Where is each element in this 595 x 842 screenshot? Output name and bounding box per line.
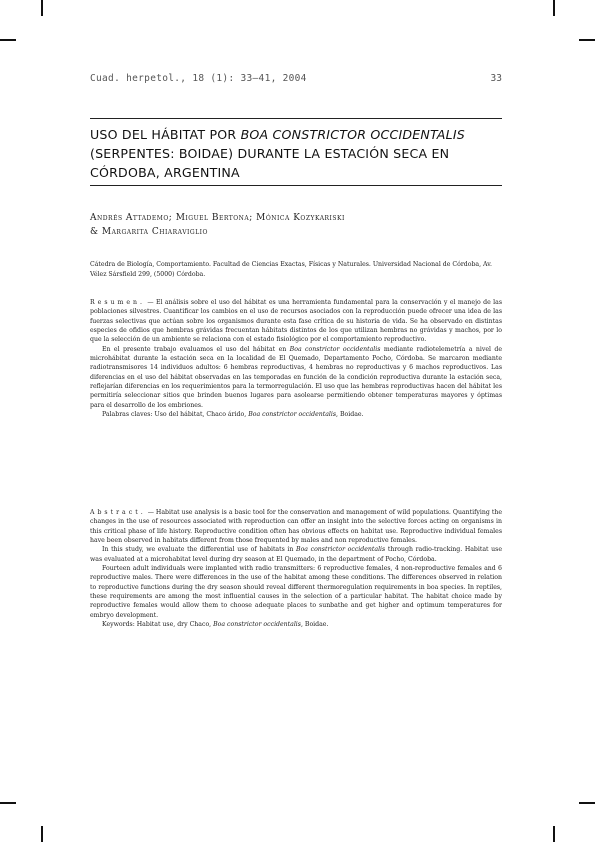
resumen-label: Resumen. <box>90 299 145 306</box>
abstract-label: Abstract. <box>90 509 146 516</box>
resumen-section <box>90 298 502 419</box>
abstract-section <box>90 508 502 629</box>
crop-mark-bottom-left-h <box>0 802 16 804</box>
crop-mark-bottom-right-v <box>553 826 555 842</box>
title-line-3: CÓRDOBA, ARGENTINA <box>90 165 240 180</box>
resumen-paragraph-1: Resumen. — El análisis sobre el uso del hábitat es una herramienta fundamental para la conservación y el manejo de las poblaciones silvestres. Cuantificar los cambios en el uso de recursos asociados con la reproducción puede ofrecer una idea de las fuerzas selectivas que actúan sobre los organismos durante esta fase crítica de su historia de vida. Se ha observado en distintas especies de ofidios que hembras grávidas frecuentan hábitats distintos de los que utilizan hembras no grávidas y machos, por lo que la selección de un ambiente se relaciona con el estado fisiológico por el comportamiento reproductivo. <box>90 299 502 344</box>
affiliation: Cátedra de Biología, Comportamiento. Facultad de Ciencias Exactas, Físicas y Naturales. Universidad Nacional de Córdoba, Av. Vélez Sársfield 299, (5000) Córdoba. <box>90 261 492 278</box>
abstract-paragraph-2: In this study, we evaluate the differential use of habitats in Boa constrictor occidentalis through radio-tracking. Habitat use was evaluated at a microhabitat level during dry season at El Quemado, in the department of Pocho, Córdoba. <box>90 546 502 563</box>
title-line-1: USO DEL HÁBITAT POR BOA CONSTRICTOR OCCIDENTALIS <box>90 127 465 142</box>
crop-mark-top-right-h <box>579 39 595 41</box>
abstract-paragraph-3: Fourteen adult individuals were implanted with radio transmitters: 6 reproductive females, 4 non-reproductive females and 6 reproductive males. There were differences in the use of the habitat among these conditions. The differences observed in relation to reproductive functions during the dry season should reveal different thermoregulation requirements in boa species. In reptiles, these requirements are among the most influential causes in the selection of a particular habitat. The habitat choice made by reproductive females would allow them to choose adequate places to sunbathe and get higher and optimum temperatures for embryo development. <box>90 565 502 619</box>
authors-line-2: & Margarita Chiaraviglio <box>90 227 208 237</box>
abstract-paragraph-1: Abstract. — Habitat use analysis is a basic tool for the conservation and management of wild populations. Quantifying the changes in the use of resources associated with reproduction can offer an insight into the selective forces acting on organisms in this critical phase of life history. Reproductive condition often has obvious effects on habitat use. Reproductive individual females have been observed in habitats different from those frequented by males and non reproductive females. <box>90 509 502 545</box>
resumen-species: Boa constrictor occidentalis <box>289 345 381 353</box>
crop-mark-top-right-v <box>553 0 555 16</box>
title-top-rule <box>90 118 502 119</box>
abstract-species: Boa constrictor occidentalis <box>296 546 386 554</box>
running-head <box>90 73 502 87</box>
authors-line-1: Andrés Attademo; Miguel Bertona; Mónica Kozykariski <box>90 213 345 223</box>
title-line-2: (SERPENTES: BOIDAE) DURANTE LA ESTACIÓN SECA EN <box>90 146 450 161</box>
crop-mark-top-left-h <box>0 39 16 41</box>
page-number: 33 <box>490 73 502 84</box>
crop-mark-top-left-v <box>41 0 43 16</box>
title-bottom-rule <box>90 185 502 186</box>
resumen-keywords: Palabras claves: Uso del hábitat, Chaco árido, Boa constrictor occidentalis, Boidae. <box>102 411 364 419</box>
resumen-paragraph-2: En el presente trabajo evaluamos el uso del hábitat en Boa constrictor occidentalis mediante radiotelemetría a nivel de microhábitat durante la estación seca en la localidad de El Quemado, Departamento Pocho, Córdoba. Se marcaron mediante radiotransmisores 14 individuos adultos: 6 hembras reproductivas, 4 hembras no reproductivas y 6 machos reproductivos. Las diferencias en el uso del hábitat observadas en las temporadas en función de la condición reproductiva durante la estación seca, reflejarían diferencias en los requerimientos para la termorregulación. El uso que las hembras reproductivas hacen del hábitat les permitiría seleccionar sitios que brinden buenos lugares para asolearse permitiendo obtener temperaturas mayores y óptimas para el desarrollo de los embriones. <box>90 345 503 409</box>
abstract-keywords: Keywords: Habitat use, dry Chaco, Boa constrictor occidentalis, Boidae. <box>102 621 329 629</box>
crop-mark-bottom-right-h <box>579 802 595 804</box>
paper-title <box>90 125 502 182</box>
author-list <box>90 211 502 239</box>
crop-mark-bottom-left-v <box>41 826 43 842</box>
title-species: BOA CONSTRICTOR OCCIDENTALIS <box>240 127 465 142</box>
journal-citation: Cuad. herpetol., 18 (1): 33–41, 2004 <box>90 73 307 84</box>
